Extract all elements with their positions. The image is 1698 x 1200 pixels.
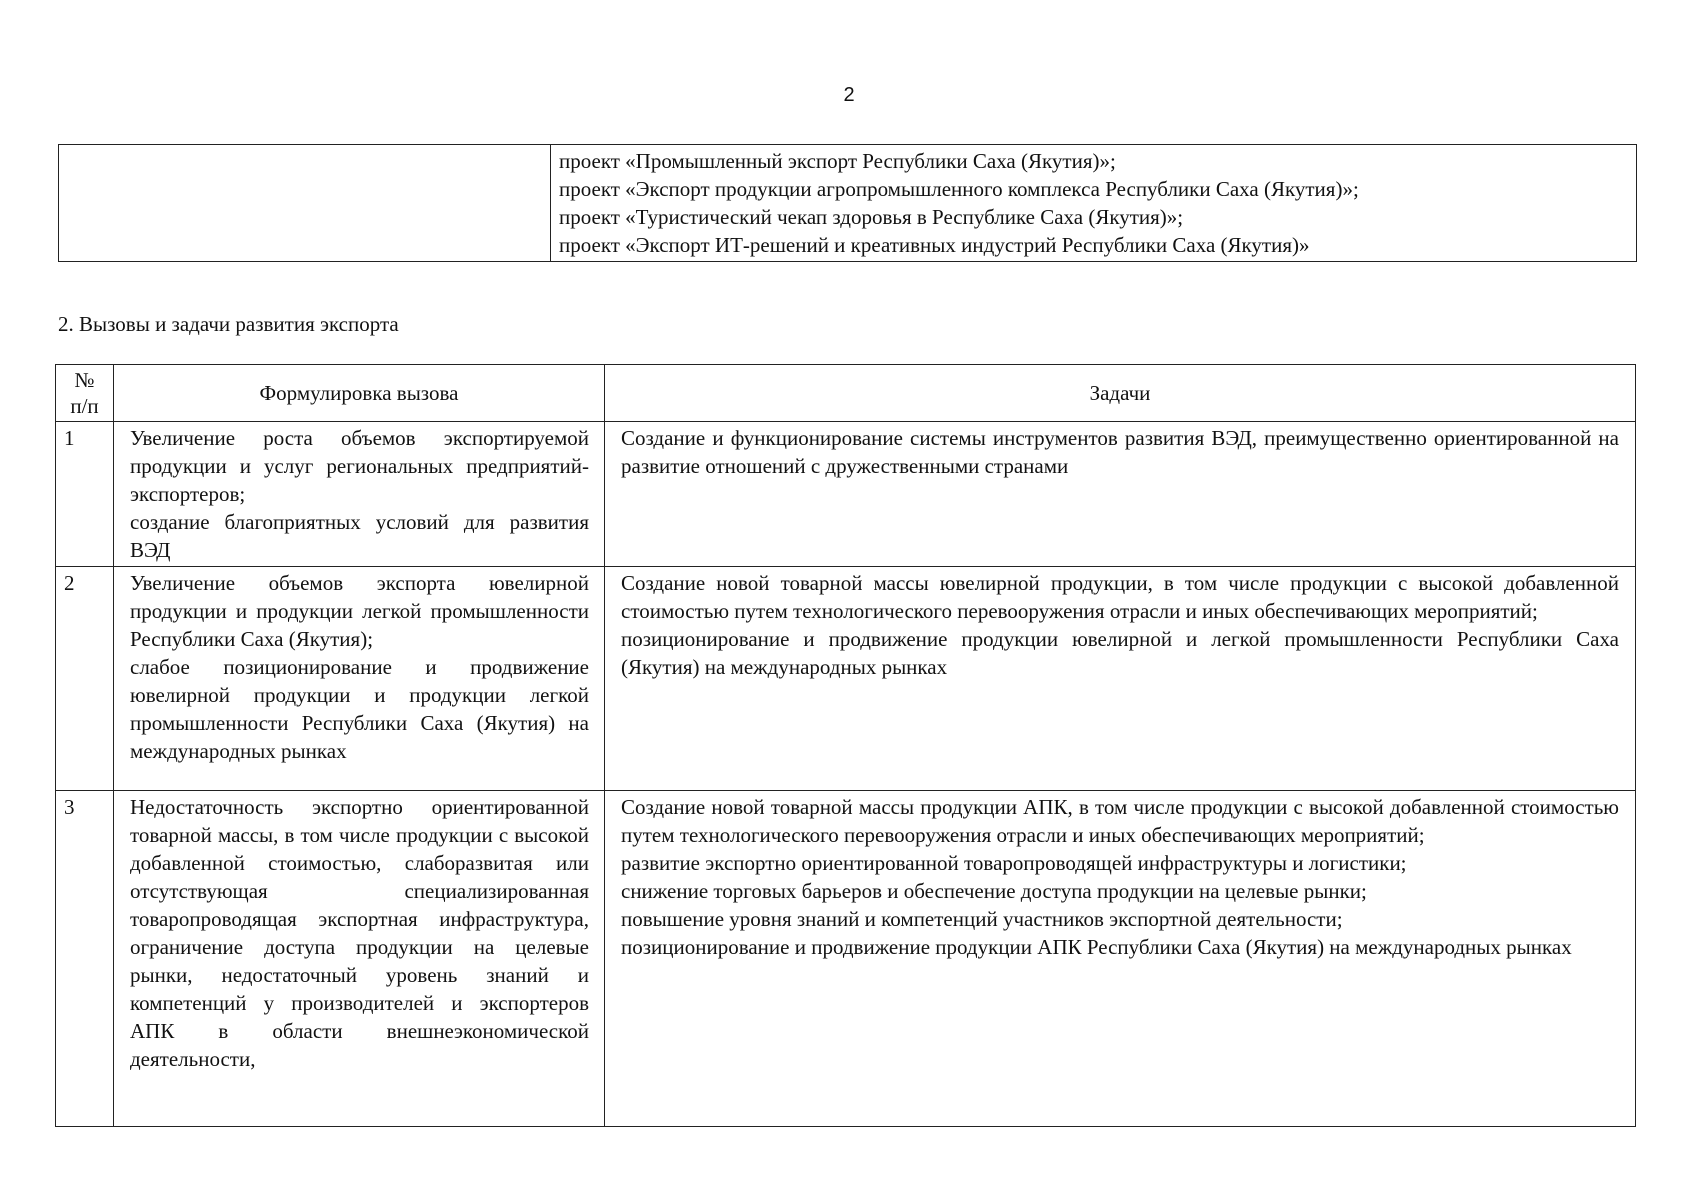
table-row: [56, 567, 1636, 791]
page-number: 2: [843, 84, 855, 106]
project-item: проект «Туристический чекап здоровья в Республике Саха (Якутия)»;: [559, 205, 1184, 229]
challenge-text: Увеличение объемов экспорта ювелирной продукции и продукции легкой промышленности Республики Саха (Якутия);: [130, 571, 589, 651]
projects-cell: [551, 145, 1637, 262]
challenge-formulation: [114, 567, 605, 791]
row-number: 2: [56, 567, 114, 791]
row-number: 1: [56, 422, 114, 567]
tasks-cell: [605, 791, 1636, 1127]
project-item: проект «Экспорт ИТ-решений и креативных индустрий Республики Саха (Якутия)»: [559, 233, 1310, 257]
task-text: Создание и функционирование системы инструментов развития ВЭД, преимущественно ориентированной на развитие отношений с дружественными странами: [621, 426, 1619, 478]
header-number-abbr: п/п: [70, 394, 99, 418]
table-row: [56, 422, 1636, 567]
challenge-text: Увеличение роста объемов экспортируемой продукции и услуг региональных предприятий-экспортеров;: [130, 426, 589, 506]
challenge-text: создание благоприятных условий для развития ВЭД: [130, 510, 589, 562]
row-number: 3: [56, 791, 114, 1127]
task-text: снижение торговых барьеров и обеспечение доступа продукции на целевые рынки;: [621, 879, 1367, 903]
empty-cell: [59, 145, 551, 262]
projects-table: [58, 144, 1637, 262]
header-tasks: Задачи: [605, 365, 1636, 422]
challenges-table: [55, 364, 1636, 1127]
table-row: [56, 791, 1636, 1127]
task-text: Создание новой товарной массы ювелирной продукции, в том числе продукции с высокой добавленной стоимостью путем технологического перевооружения отрасли и иных обеспечивающих мероприятий;: [621, 571, 1619, 623]
section-heading: 2. Вызовы и задачи развития экспорта: [58, 312, 399, 336]
challenge-text: Недостаточность экспортно ориентированной товарной массы, в том числе продукции с высокой добавленной стоимостью, слаборазвитая или отсутствующая специализированная товаропроводящая экспортная инфраструктура, ограничение доступа продукции на целевые рынки, недостаточный уровень знаний и компетенций у производителей и экспортеров АПК в области внешнеэкономической деятельности,: [130, 795, 589, 1071]
table-row: [59, 145, 1637, 262]
project-item: проект «Экспорт продукции агропромышленного комплекса Республики Саха (Якутия)»;: [559, 177, 1359, 201]
project-item: проект «Промышленный экспорт Республики Саха (Якутия)»;: [559, 149, 1116, 173]
table-header-row: [56, 365, 1636, 422]
task-text: Создание новой товарной массы продукции АПК, в том числе продукции с высокой добавленной стоимостью путем технологического перевооружения отрасли и иных обеспечивающих мероприятий;: [621, 795, 1619, 847]
task-text: развитие экспортно ориентированной товаропроводящей инфраструктуры и логистики;: [621, 851, 1407, 875]
header-number-symbol: №: [74, 368, 95, 392]
task-text: позиционирование и продвижение продукции ювелирной и легкой промышленности Республики Саха (Якутия) на международных рынках: [621, 627, 1619, 679]
task-text: повышение уровня знаний и компетенций участников экспортной деятельности;: [621, 907, 1343, 931]
header-number: [56, 365, 114, 422]
challenge-formulation: [114, 422, 605, 567]
header-formulation: Формулировка вызова: [114, 365, 605, 422]
challenge-formulation: [114, 791, 605, 1127]
tasks-cell: [605, 422, 1636, 567]
challenge-text: слабое позиционирование и продвижение ювелирной продукции и продукции легкой промышленности Республики Саха (Якутия) на международных рынках: [130, 655, 589, 763]
tasks-cell: [605, 567, 1636, 791]
task-text: позиционирование и продвижение продукции АПК Республики Саха (Якутия) на международных рынках: [621, 935, 1572, 959]
